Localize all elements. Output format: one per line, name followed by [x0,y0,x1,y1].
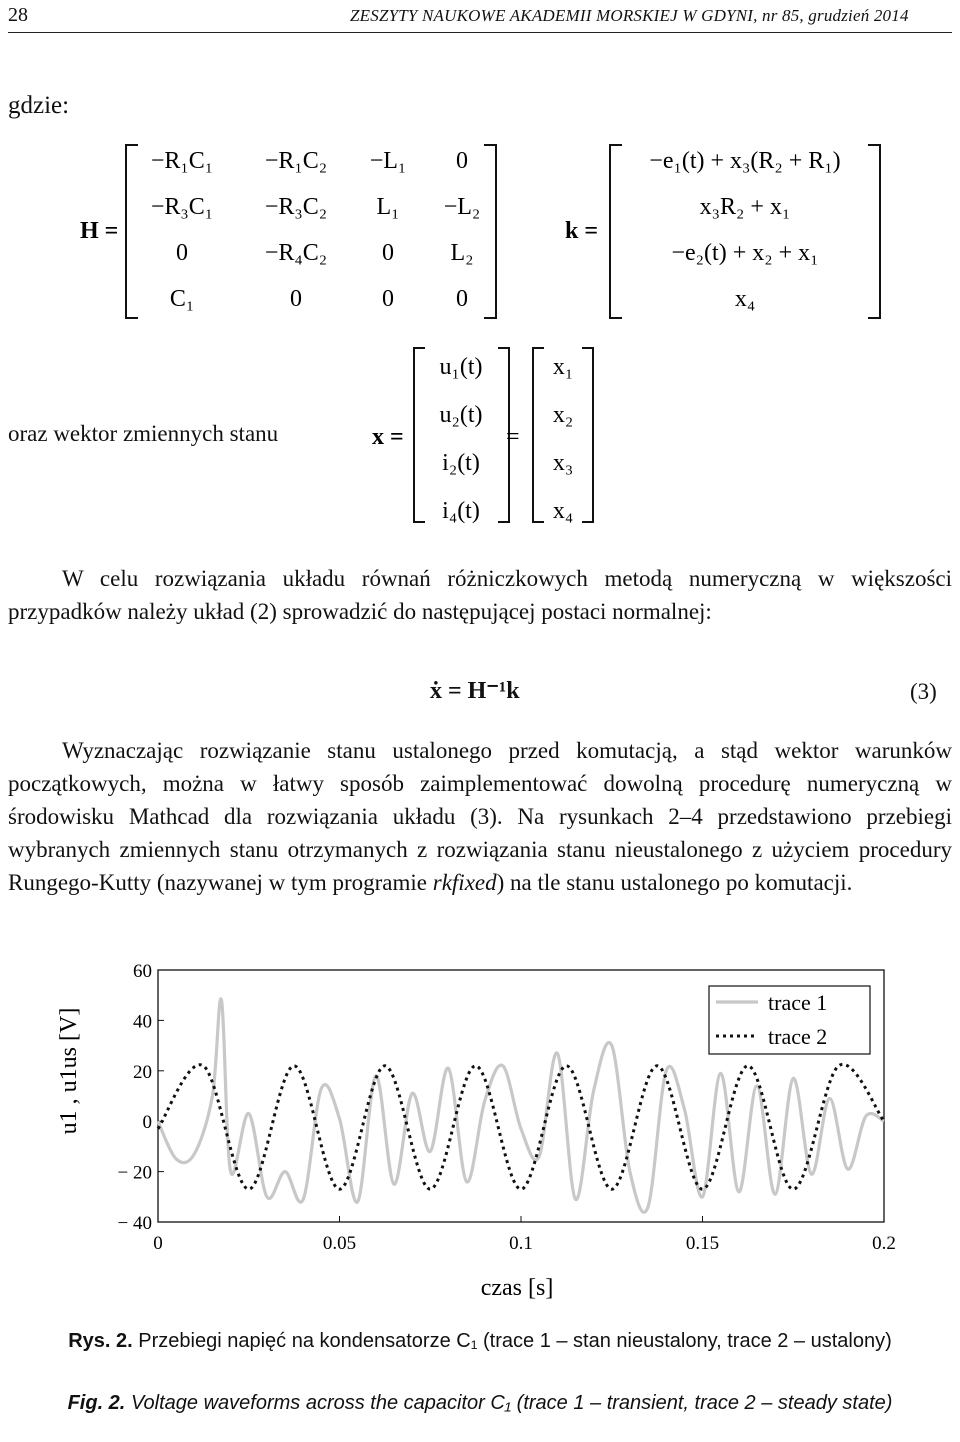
H-cell: L₂ [450,240,474,266]
y-tick-label: − 40 [117,1213,152,1234]
k-cell: −e₂(t) + x₂ + x₁ [671,240,819,266]
header-rule [8,32,952,33]
H-cell: 0 [382,286,394,312]
y-tick-label: 0 [142,1112,152,1134]
x-cell: i₂(t) [442,450,480,476]
H-cell: −R₄C₂ [264,240,328,266]
equation-3: ẋ = H⁻¹k [430,678,520,704]
x-left-bracket [414,348,425,522]
x-tick-label: 0 [153,1233,163,1254]
paragraph-1 [8,562,952,628]
equation-3-number: (3) [910,679,937,704]
x-tick-label: 0.2 [872,1233,896,1254]
y-tick-label: 60 [133,961,152,982]
y-tick-label: 40 [133,1011,152,1033]
H-cell: 0 [456,286,468,312]
x-tick-label: 0.15 [685,1233,720,1254]
k-label: k = [565,218,599,244]
H-cell: −R₁C₂ [264,148,328,174]
H-right-bracket [484,145,496,318]
x-cell: u₁(t) [439,354,483,380]
k-cell: −e₁(t) + x₃(R₂ + R₁) [649,148,841,174]
k-cell: x₄ [734,286,756,312]
state-vector-label: oraz wektor zmiennych stanu [8,421,279,446]
state-vector-equation [360,340,620,530]
caption-polish-text: Przebiegi napięć na kondensatorze C₁ (trace 1 – stan nieustalony, trace 2 – ustalony) [138,1330,892,1352]
H-left-bracket [126,145,138,318]
H-cell: −L₂ [443,194,481,220]
legend-label: trace 1 [768,990,828,1015]
x-tick-label: 0.1 [509,1233,533,1254]
H-cell: 0 [290,286,302,312]
k-right-bracket [868,145,880,318]
paragraph-2-text-b: ) na tle stanu ustalonego po komutacji. [496,870,853,895]
legend [709,986,870,1054]
x-state-cell: x₁ [552,354,574,380]
legend-label: trace 2 [768,1024,828,1049]
x-state-cell: x₃ [552,450,574,476]
paragraph-2-emphasis: rkfixed [432,870,497,895]
x-label: x = [372,424,404,450]
y-axis-label: u1 , u1us [V] [56,1007,82,1135]
H-cell: 0 [382,240,394,266]
paragraph-2-text-a: Wyznaczając rozwiązanie stanu ustalonego przed komutacją, a stąd wektor warunków początkowych, można w łatwy sposób zaimplementować dowolną procedurę numeryczną w środowisku Mathcad dla rozwiązania układu (3). Na rysunkach 2–4 przedstawiono przebiegi wybranych zmiennych stanu otrzymanych z rozwiązania stanu nieustalonego z użyciem procedury Rungego-Kutty (nazywanej w tym programie [8,738,952,895]
paragraph-1-text: W celu rozwiązania układu równań różniczkowych metodą numeryczną w większości przypadków należy układ (2) sprowadzić do następującej postaci normalnej: [8,566,952,624]
x-tick-label: 0.05 [322,1233,357,1254]
x-cell: i₄(t) [442,498,480,524]
journal-header: ZESZYTY NAUKOWE AKADEMII MORSKIEJ W GDYNI, nr 85, grudzień 2014 [350,6,909,25]
H-cell: 0 [176,240,188,266]
equals-sign: = [506,424,520,450]
caption-polish-label: Rys. 2. [68,1330,133,1352]
waveform-chart [0,950,960,1320]
x-state-cell: x₄ [552,498,574,524]
matrix-equations [0,130,960,330]
x-cell: u₂(t) [439,402,483,428]
H-cell: C₁ [169,286,195,312]
caption-english [0,1390,960,1416]
gdzie-label: gdzie: [8,92,70,119]
paragraph-2 [8,734,952,899]
caption-polish [0,1328,960,1354]
H-label: H = [80,218,119,244]
H-cell: −R₃C₂ [264,194,328,220]
xs-left-bracket [533,348,544,522]
x-state-cell: x₂ [552,402,574,428]
x-axis-label: czas [s] [480,1275,554,1301]
xs-right-bracket [582,348,593,522]
y-tick-label: 20 [133,1061,152,1083]
H-cell: 0 [456,148,468,174]
H-cell: −R₁C₁ [150,148,214,174]
H-cell: −R₃C₁ [150,194,214,220]
page-number: 28 [8,4,28,26]
caption-english-text: Voltage waveforms across the capacitor C₁ (trace 1 – transient, trace 2 – steady state) [130,1392,893,1414]
caption-english-label: Fig. 2. [67,1392,126,1414]
H-cell: −L₁ [369,148,407,174]
k-cell: x₃R₂ + x₁ [699,194,791,220]
y-tick-label: − 20 [117,1162,152,1184]
k-left-bracket [610,145,622,318]
H-cell: L₁ [376,194,400,220]
